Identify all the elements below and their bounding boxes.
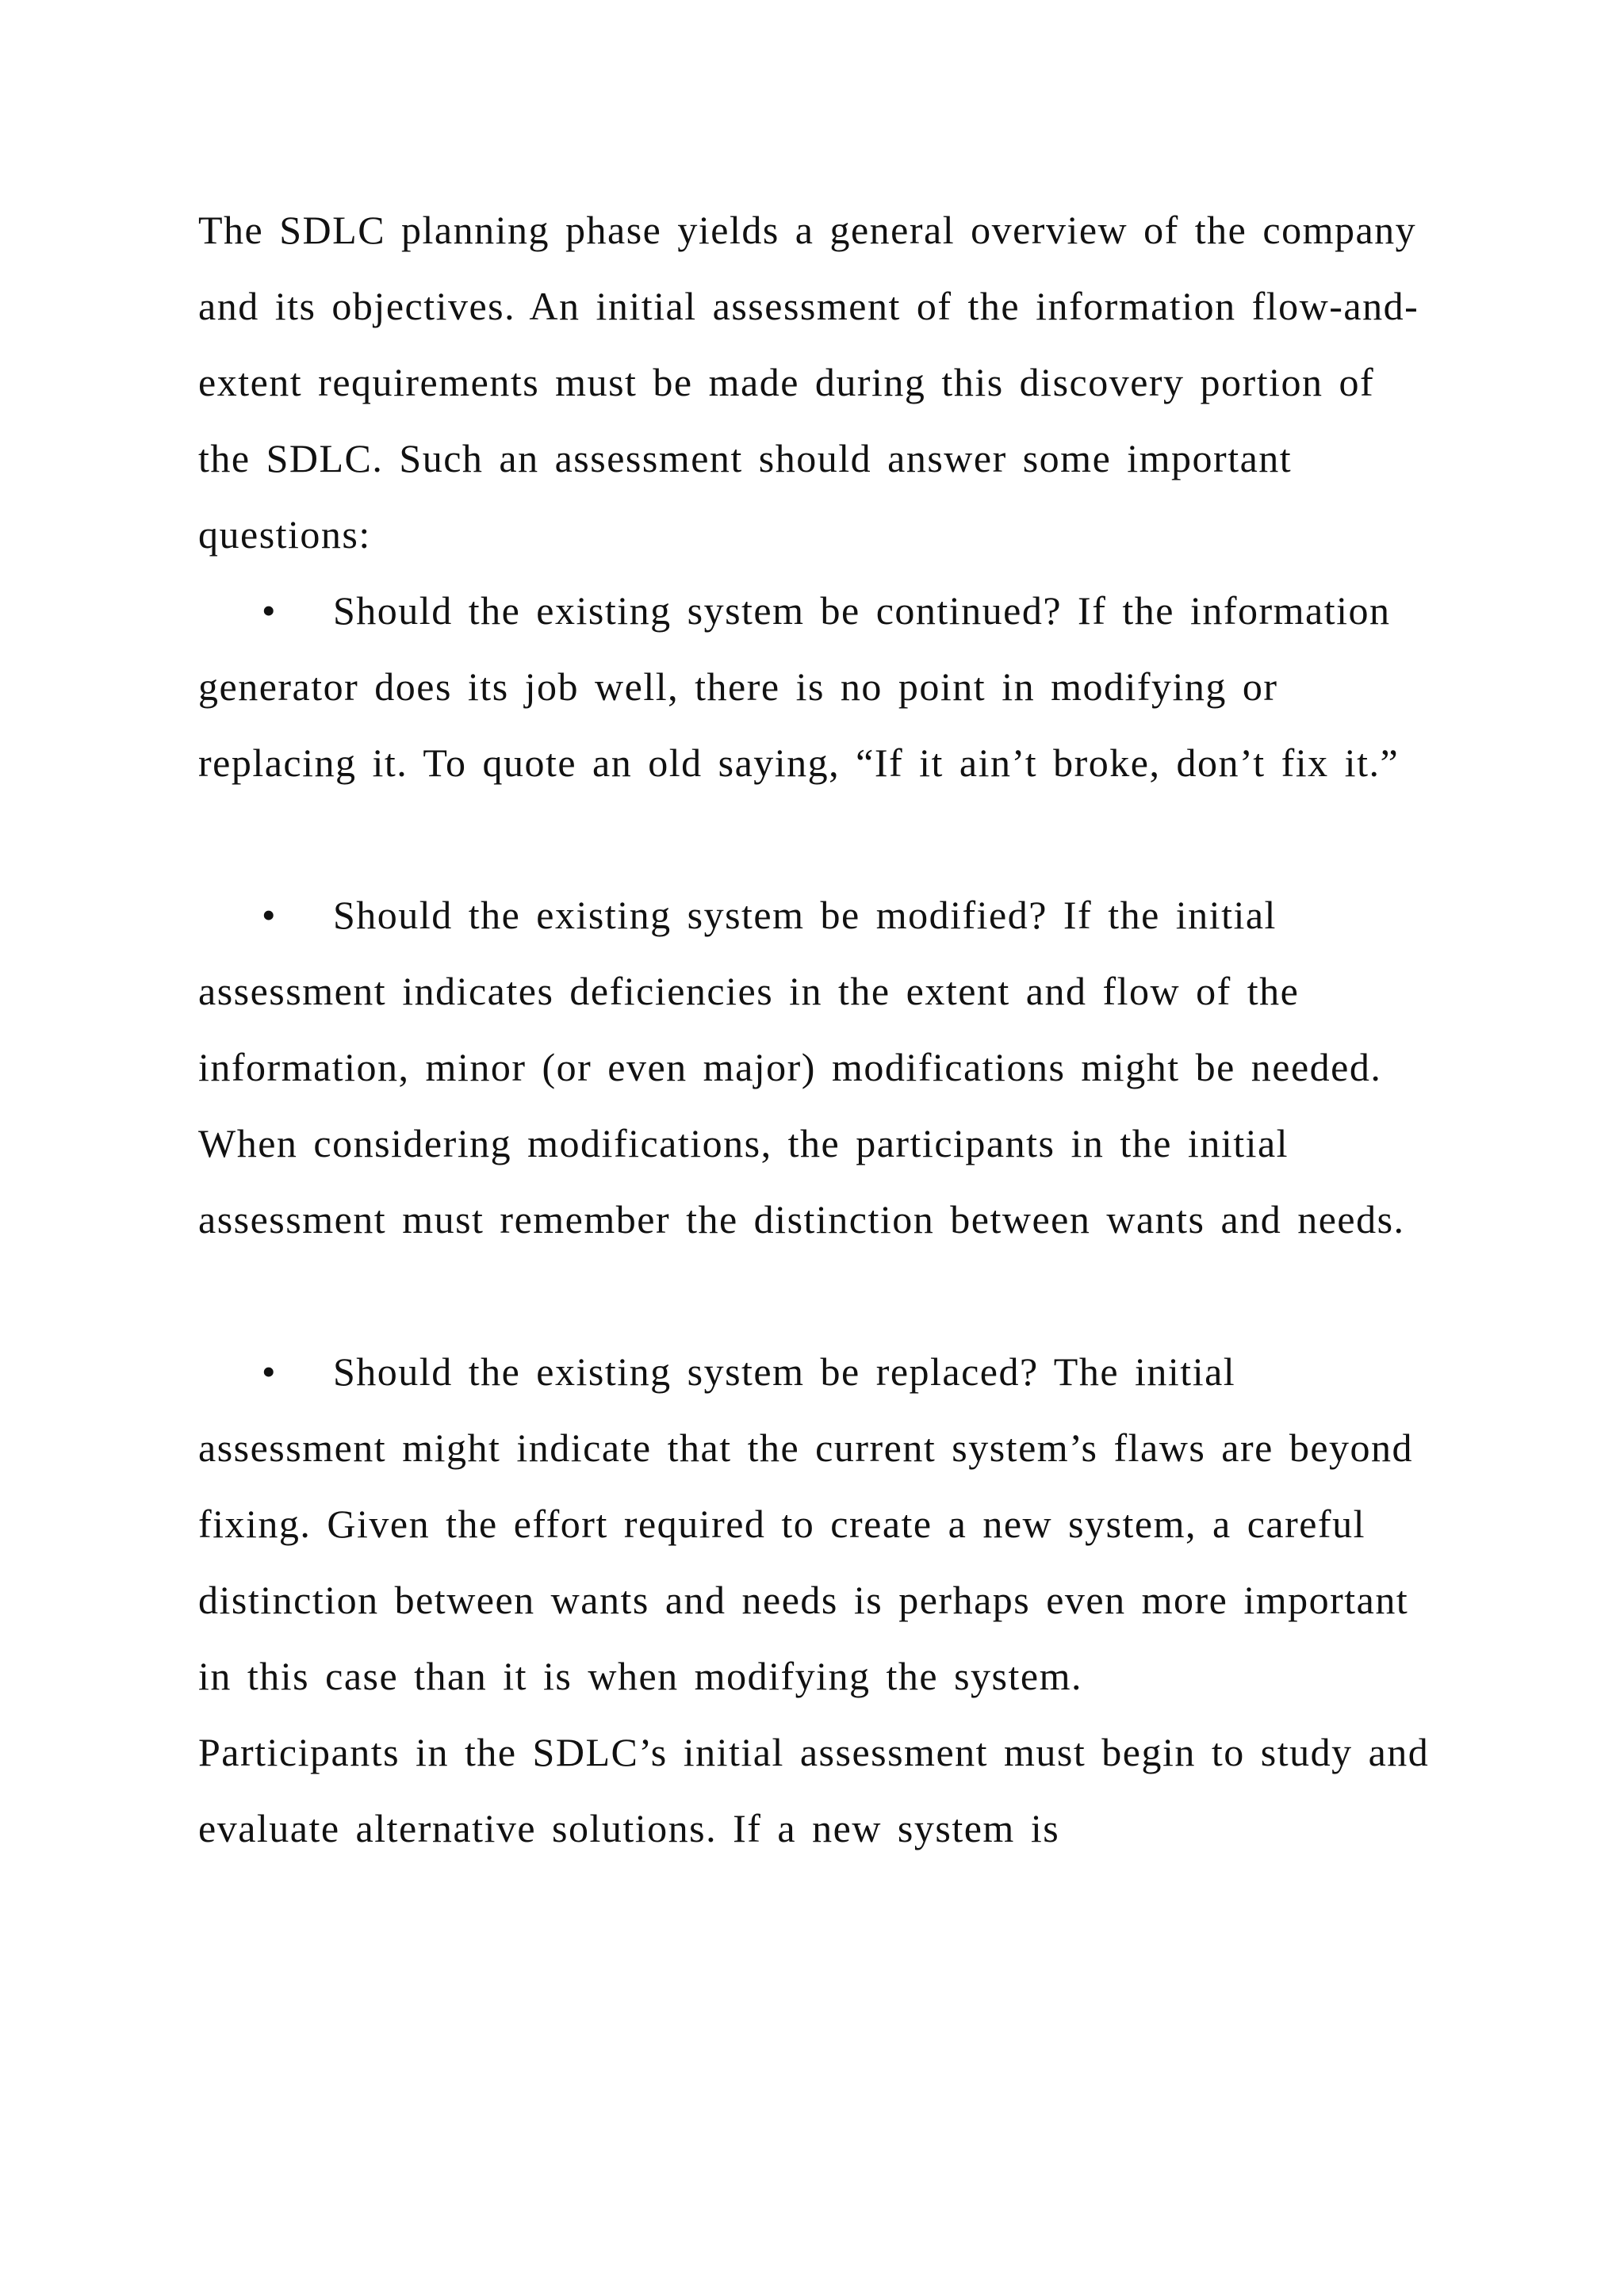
bullet-icon: • — [262, 588, 278, 633]
bullet-icon: • — [262, 1349, 278, 1394]
closing-paragraph: Participants in the SDLC’s initial assessment must begin to study and evaluate alternative solutions. If a new system is — [198, 1730, 1430, 1850]
paragraph-spacer — [198, 1257, 1435, 1334]
document-body — [198, 192, 1435, 1866]
bullet-text: Should the existing system be modified? If the initial assessment indicates deficiencies in the extent and flow of the information, minor (or even major) modifications might be needed. When considering modifications, the participants in the initial assessment must remember the distinction between wants and needs. — [198, 893, 1405, 1242]
paragraph-spacer — [198, 801, 1435, 877]
bullet-item-continued — [198, 572, 1435, 801]
bullet-icon: • — [262, 893, 278, 937]
intro-paragraph: The SDLC planning phase yields a general overview of the company and its objectives. An initial assessment of the information flow-and-extent requirements must be made during this discovery portion of the SDLC. Such an assessment should answer some important questions: — [198, 208, 1419, 557]
bullet-text: Should the existing system be continued? If the information generator does its job well, there is no point in modifying or replacing it. To quote an old saying, “If it ain’t broke, don’t fix it.” — [198, 588, 1400, 785]
bullet-item-modified — [198, 877, 1435, 1257]
bullet-item-replaced — [198, 1334, 1435, 1714]
bullet-text: Should the existing system be replaced? The initial assessment might indicate that the current system’s flaws are beyond fixing. Given the effort required to create a new system, a careful distinction between wants and needs is perhaps even more important in this case than it is when modifying the system. — [198, 1349, 1414, 1698]
